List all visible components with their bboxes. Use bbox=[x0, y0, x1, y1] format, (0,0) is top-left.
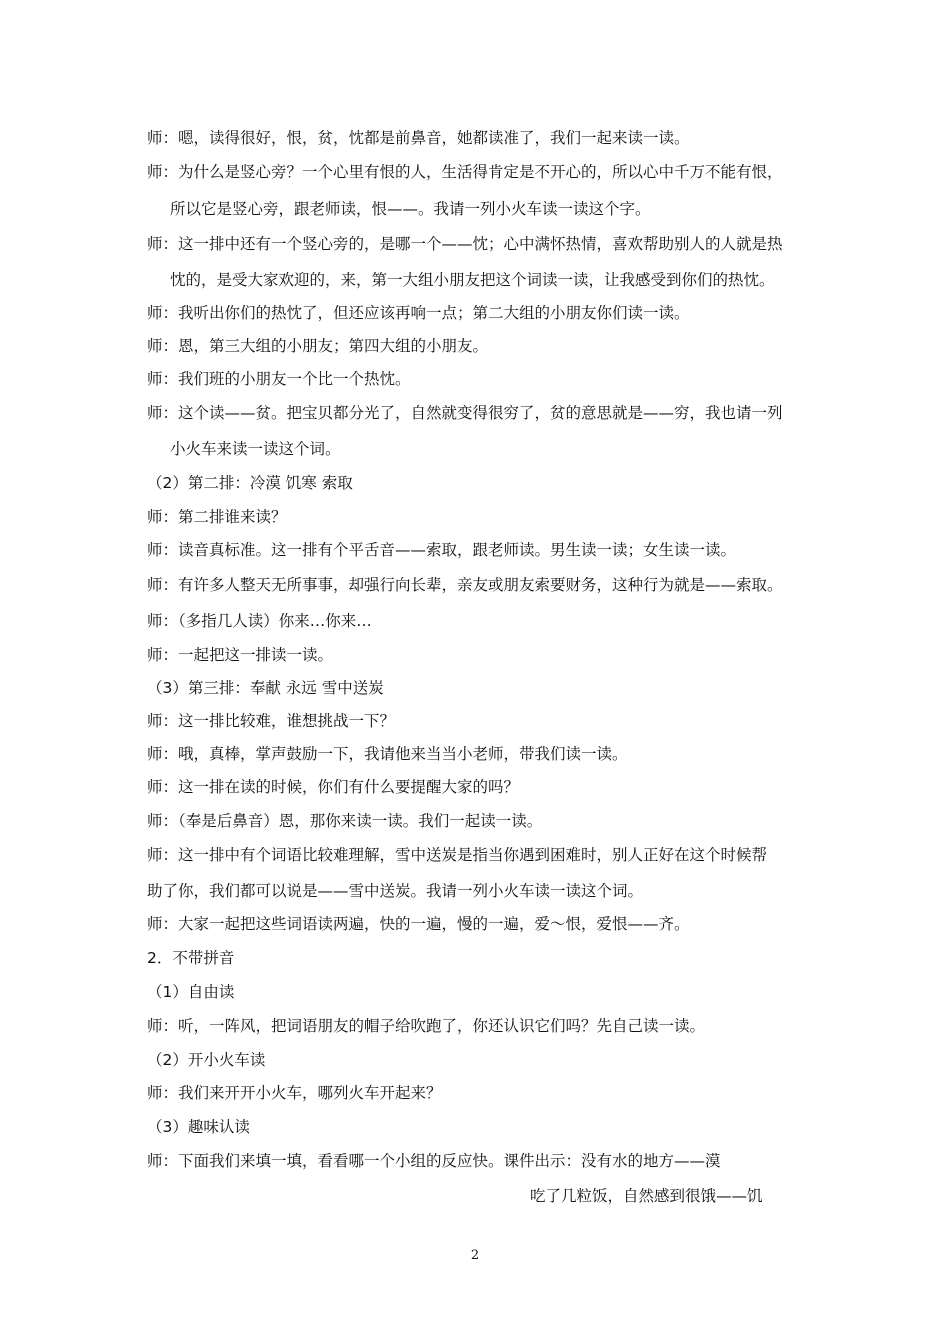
text-line: 师：这一排中有个词语比较难理解，雪中送炭是指当你遇到困难时，别人正好在这个时候帮 bbox=[147, 846, 768, 864]
text-line: 助了你，我们都可以说是——雪中送炭。我请一列小火车读一读这个词。 bbox=[147, 882, 644, 900]
text-line: 师：这个读——贫。把宝贝都分光了，自然就变得很穷了，贫的意思就是——穷，我也请一列 bbox=[147, 404, 783, 422]
text-line: 师：第二排谁来读？ bbox=[147, 508, 287, 526]
section-heading: （3）第三排：奉献 永远 雪中送炭 bbox=[147, 679, 384, 697]
text-line: 师：读音真标准。这一排有个平舌音——索取，跟老师读。男生读一读；女生读一读。 bbox=[147, 541, 737, 559]
section-heading: （2）第二排：冷漠 饥寒 索取 bbox=[147, 474, 353, 492]
text-line: 忱的，是受大家欢迎的，来，第一大组小朋友把这个词读一读，让我感受到你们的热忱。 bbox=[170, 271, 775, 289]
text-line: 师：有许多人整天无所事事，却强行向长辈，亲友或朋友索要财务，这种行为就是——索取。 bbox=[147, 576, 783, 594]
page-number: 2 bbox=[470, 1248, 480, 1263]
text-line: 师：为什么是竖心旁？一个心里有恨的人，生活得肯定是不开心的，所以心中千万不能有恨， bbox=[147, 163, 783, 181]
text-line: 师：恩，第三大组的小朋友；第四大组的小朋友。 bbox=[147, 337, 489, 355]
text-line: 小火车来读一读这个词。 bbox=[170, 440, 341, 458]
text-line: 师：这一排中还有一个竖心旁的，是哪一个——忱；心中满怀热情，喜欢帮助别人的人就是热 bbox=[147, 235, 783, 253]
text-line: 师：这一排在读的时候，你们有什么要提醒大家的吗？ bbox=[147, 778, 520, 796]
text-line: 所以它是竖心旁，跟老师读，恨——。我请一列小火车读一读这个字。 bbox=[170, 200, 651, 218]
text-line: 师：大家一起把这些词语读两遍，快的一遍，慢的一遍，爱～恨，爱恨——齐。 bbox=[147, 915, 690, 933]
section-heading: （2）开小火车读 bbox=[147, 1051, 266, 1069]
text-line: 师：听，一阵风，把词语朋友的帽子给吹跑了，你还认识它们吗？先自己读一读。 bbox=[147, 1017, 706, 1035]
text-line: 师：我听出你们的热忱了，但还应该再响一点；第二大组的小朋友你们读一读。 bbox=[147, 304, 690, 322]
text-line: 师：我们来开开小火车，哪列火车开起来？ bbox=[147, 1084, 442, 1102]
text-line: 师：（多指几人读）你来…你来… bbox=[147, 612, 372, 630]
text-line: 师：嗯，读得很好，恨，贫，忱都是前鼻音，她都读准了，我们一起来读一读。 bbox=[147, 129, 690, 147]
text-line: 师：一起把这一排读一读。 bbox=[147, 646, 334, 664]
text-line: 师：这一排比较难，谁想挑战一下？ bbox=[147, 712, 396, 730]
text-line: 师：下面我们来填一填，看看哪一个小组的反应快。课件出示：没有水的地方——漠 bbox=[147, 1152, 721, 1170]
section-heading: （1）自由读 bbox=[147, 983, 235, 1001]
text-line: 师：哦，真棒，掌声鼓励一下，我请他来当当小老师，带我们读一读。 bbox=[147, 745, 628, 763]
text-line: 师：（奉是后鼻音）恩，那你来读一读。我们一起读一读。 bbox=[147, 812, 543, 830]
text-line: 吃了几粒饭，自然感到很饿——饥 bbox=[530, 1187, 763, 1205]
section-heading: （3）趣味认读 bbox=[147, 1118, 250, 1136]
text-line: 师：我们班的小朋友一个比一个热忱。 bbox=[147, 370, 411, 388]
section-heading: 2．不带拼音 bbox=[147, 949, 235, 967]
